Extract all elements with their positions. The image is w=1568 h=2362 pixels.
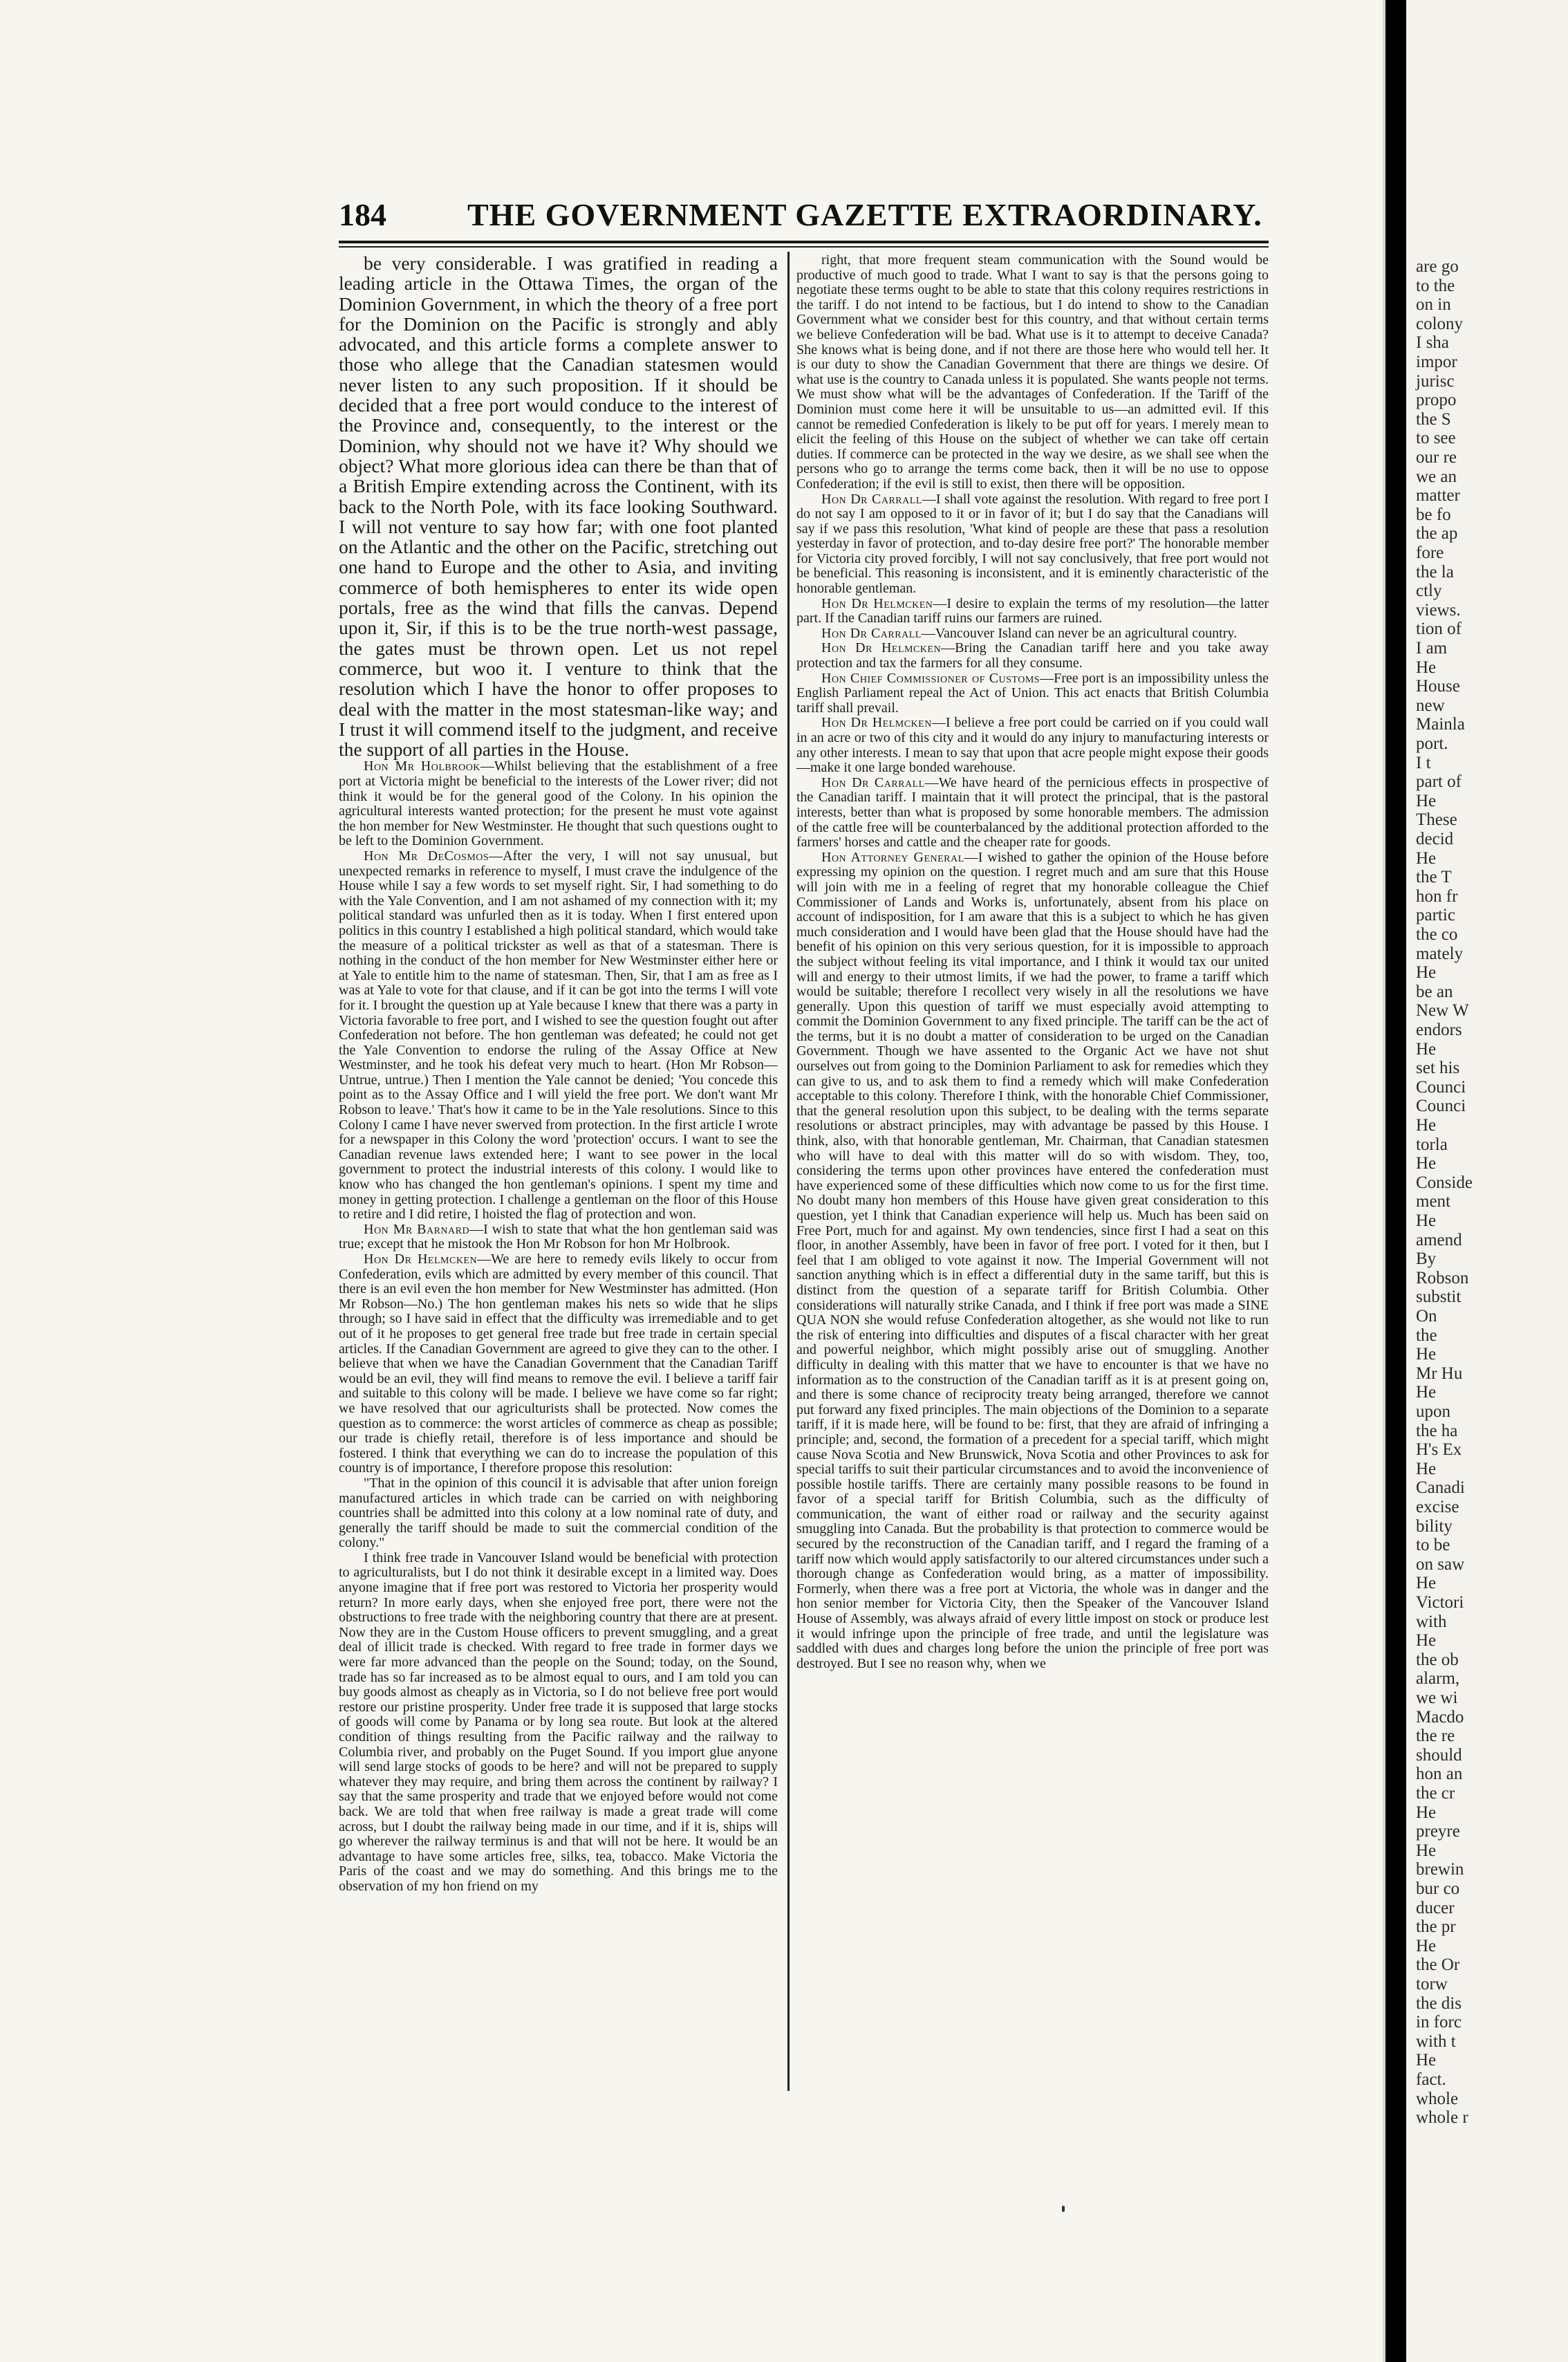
next-page-text-fragment: alarm,	[1416, 1669, 1460, 1689]
next-page-text-fragment: set his	[1416, 1059, 1460, 1078]
next-page-text-fragment: to be	[1416, 1536, 1450, 1555]
gazette-masthead: THE GOVERNMENT GAZETTE EXTRAORDINARY.	[467, 197, 1262, 232]
speaker-name: Hon Mr DeCosmos	[364, 848, 489, 864]
paragraph-text: —We have heard of the pernicious effects in prospective of the Canadian tariff. I maintain that it will protect the principal, that is the pastoral interests, better than what is proposed by some honorable members. The admission of the cattle free will be counterbalanced by the additional protection afforded to the farmers' horses and cattle and the cheaper rate for goods.	[796, 774, 1269, 850]
paragraph-text: —We are here to remedy evils likely to occur from Confederation, evils which are admitted by every member of this council. That there is an evil even the hon member for New Westminster has admitted. (Hon Mr Robson—No.) The hon gentleman makes his nets so wide that he slips through; so I have said in effect that the difficulty was irremediable and to get out of it he proposes to get general free trade but free trade in certain special articles. If the Canadian Government are agreed to give they can to the other. I believe that when we have the Canadian Government that the Canadian Tariff would be an evil, they will find means to remove the evil. I believe a tariff fair and suitable to this colony will be made. I believe we have come so far right; we have resolved that our agriculturists shall be protected. Now comes the question as to commerce: the worst articles of commerce as cheap as possible; our trade is chiefly retail, therefore is of less importance and should be fostered. I think that everything we can do to increase the population of this country is of importance, I therefore propose this resolution:	[339, 1252, 778, 1476]
header-rule-thin	[339, 246, 1269, 248]
next-page-text-fragment: with	[1416, 1612, 1447, 1631]
next-page-text-fragment: mately	[1416, 944, 1464, 963]
next-page-text-fragment: Counci	[1416, 1097, 1466, 1116]
speaker-name: Hon Mr Holbrook	[364, 759, 480, 774]
next-page-text-fragment: He	[1416, 1116, 1437, 1135]
speaker-name: Hon Dr Carrall	[821, 491, 922, 507]
paragraph-text: —After the very, I will not say unusual, but unexpected remarks in reference to myself, I must crave the indulgence of the House while I say a few words to set myself right. Sir, I had something to do with the Yale Convention, and I am not ashamed of my connection with it; my political standard was unfurled then as it is today. When I first entered upon politics in this country I established a high political standard, which would take the measure of a political trickster as well as that of a statesman. There is nothing in the conduct of the hon member for New Westminster either here or at Yale to entitle him to the name of statesman. Then, Sir, that I am as free as I was at Yale to vote for that clause, and if it can be got into the terms I will vote for it. I brought the question up at Yale because I knew that there was a party in Victoria favorable to free port, and I wished to see the question fought out after Confederation not before. The hon gentleman was defeated; he could not get the Yale Convention to endorse the ruling of the Assay Office at New Westminster, and he took his defeat very much to heart. (Hon Mr Robson—Untrue, untrue.) Then I mention the Yale cannot be denied; 'You concede this point as to the Assay Office and I will yield the free port. We don't want Mr Robson to leave.' That's how it came to be in the Yale resolutions. Since to this Colony I came I have never swerved from protection. In the first article I wrote for a newspaper in this Colony the word 'protection' occurs. I want to see the Canadian revenue laws extended here; I want to see power in the local government to protect the industrial interests of this colony. I would like to know who has changed the hon gentleman's opinions. I spent my time and money in getting protection. I challenge a gentleman on the floor of this House to retire and I did retire, I hoisted the flag of protection and won.	[339, 848, 778, 1222]
paragraph	[339, 849, 778, 1222]
printers-mark	[1062, 2206, 1065, 2212]
next-page-text-fragment: He	[1416, 1459, 1437, 1478]
next-page-text-fragment: On	[1416, 1307, 1437, 1326]
next-page-text-fragment: I sha	[1416, 333, 1449, 353]
next-page-text-fragment: excise	[1416, 1498, 1459, 1516]
page-edge	[1383, 0, 1385, 2362]
next-page-text-fragment: He	[1416, 1154, 1437, 1173]
next-page-text-fragment: I am	[1416, 639, 1448, 658]
next-page-text-fragment: hon fr	[1416, 886, 1458, 906]
paragraph	[339, 759, 778, 849]
speaker-name: Hon Dr Carrall	[821, 625, 922, 641]
next-page-text-fragment: whole r	[1416, 2108, 1468, 2128]
next-page-text-fragment: He	[1416, 2051, 1437, 2070]
next-page-text-fragment: New W	[1416, 1001, 1469, 1021]
next-page-text-fragment: He	[1416, 1936, 1437, 1955]
speaker-name: Hon Dr Helmcken	[364, 1252, 478, 1267]
paragraph-text: "That in the opinion of this council it is advisable that after union foreign manufactured articles in which trade can be carried on with neighboring countries shall be admitted into this colony at a low nominal rate of duty, and generally the tariff should be made to suit the commercial condition of the colony."	[339, 1475, 778, 1551]
next-page-text-fragment: House	[1416, 677, 1460, 696]
next-page-text-fragment: new	[1416, 696, 1445, 715]
next-page-text-fragment: ducer	[1416, 1898, 1455, 1917]
next-page-text-fragment: substit	[1416, 1287, 1462, 1307]
paragraph	[339, 1551, 778, 1895]
next-page-text-fragment: Mainla	[1416, 715, 1465, 734]
paragraph	[796, 776, 1269, 850]
next-page-text-fragment: the ha	[1416, 1421, 1458, 1440]
paragraph-text: right, that more frequent steam communication with the Sound would be productive of much good to trade. What I want to say is that the persons going to negotiate these terms ought to be able to state that this colony requires restrictions in the tariff. I do not intend to be factious, but I do intend to show to the Canadian Government what we consider best for this country, and that without certain terms we believe Confederation will be bad. What use is it to attempt to deceive Canada? She knows what is being done, and if not there are those here who would tell her. It is our duty to show the Canadian Government that there are things we desire. Of what use is the country to Canada unless it is populated. She wants people not terms. We must show what will be the advantages of Confederation. If the Tariff of the Dominion must come here it will be unsuitable to us—an admitted evil. If this cannot be remedied Confederation is likely to be put off for years. I merely mean to elicit the feeling of this House on the subject of whether we can take off certain duties. If commerce can be protected in the way we desire, as we shall see when the persons who go to arrange the terms come back, then it will be no use to oppose Confederation; if the evil is still to exist, then there will be opposition.	[796, 253, 1269, 492]
next-page-text-fragment: He	[1416, 1039, 1437, 1059]
next-page-text-fragment: the pr	[1416, 1917, 1456, 1937]
adjacent-page-edge	[1406, 0, 1568, 2362]
paragraph-text: —I shall vote against the resolution. With regard to free port I do not say I am opposed to it or in favor of it; but I do say that the Canadians will say if we pass this resolution, 'What kind of people are these that pass a resolution yesterday in favor of protection, and to-day desire free port?' The honorable member for Victoria city proved forcibly, I will not say conclusively, that free port would not be beneficial. This reasoning is inconsistent, and it is eminently characteristic of the honorable gentleman.	[796, 491, 1269, 597]
speaker-name: Hon Dr Helmcken	[821, 595, 933, 611]
next-page-text-fragment: the S	[1416, 409, 1451, 429]
paragraph-text: —Free port is an impossibility unless the English Parliament repeal the Act of Union. This act enacts that British Columbia tariff shall prevail.	[796, 670, 1269, 716]
paragraph-text: —I believe a free port could be carried on if you could wall in an acre or two of this city and it would do any injury to manufacturing interests or any other interests. I mean to say that upon that acre people might expose their goods—make it one large bonded warehouse.	[796, 715, 1269, 776]
next-page-text-fragment: the la	[1416, 562, 1454, 582]
next-page-text-fragment: the co	[1416, 925, 1458, 944]
next-page-text-fragment: These	[1416, 810, 1457, 830]
next-page-text-fragment: brewin	[1416, 1860, 1464, 1879]
next-page-text-fragment: colony	[1416, 314, 1464, 333]
paragraph	[796, 597, 1269, 626]
next-page-text-fragment: ctly	[1416, 582, 1442, 601]
next-page-text-fragment: the ap	[1416, 524, 1458, 543]
next-page-text-fragment: port.	[1416, 734, 1448, 753]
column-divider	[787, 252, 790, 2091]
next-page-text-fragment: on in	[1416, 295, 1451, 315]
paragraph	[796, 671, 1269, 716]
paragraph	[796, 626, 1269, 642]
next-page-text-fragment: He	[1416, 791, 1437, 810]
paragraph	[796, 716, 1269, 775]
next-page-text-fragment: with t	[1416, 2031, 1456, 2051]
paragraph	[339, 253, 778, 759]
next-page-text-fragment: partic	[1416, 906, 1455, 925]
next-page-text-fragment: the Or	[1416, 1955, 1460, 1975]
next-page-text-fragment: By	[1416, 1249, 1437, 1269]
next-page-text-fragment: torla	[1416, 1135, 1448, 1154]
next-page-text-fragment: amend	[1416, 1230, 1462, 1249]
paragraph	[339, 1222, 778, 1252]
paragraph-text: —Bring the Canadian tariff here and you take away protection and tax the farmers for all they consume.	[796, 640, 1269, 671]
right-column	[796, 253, 1269, 2072]
next-page-text-fragment: the T	[1416, 868, 1452, 887]
paragraph	[796, 492, 1269, 597]
next-page-text-fragment: be fo	[1416, 505, 1451, 524]
next-page-text-fragment: Robson	[1416, 1268, 1469, 1287]
speaker-name: Hon Chief Commissioner of Customs	[821, 670, 1040, 686]
next-page-text-fragment: decid	[1416, 830, 1454, 848]
next-page-text-fragment: He	[1416, 1211, 1437, 1230]
paragraph-text: —Vancouver Island can never be an agricultural country.	[921, 625, 1238, 641]
next-page-text-fragment: to see	[1416, 429, 1456, 448]
speaker-name: Hon Mr Barnard	[364, 1221, 470, 1237]
next-page-text-fragment: He	[1416, 1574, 1437, 1593]
next-page-text-fragment: He	[1416, 658, 1437, 677]
next-page-text-fragment: we wi	[1416, 1689, 1458, 1707]
next-page-text-fragment: Counci	[1416, 1077, 1466, 1097]
page-number: 184	[339, 197, 386, 232]
speaker-name: Hon Dr Helmcken	[821, 640, 942, 656]
next-page-text-fragment: be an	[1416, 982, 1453, 1001]
paragraph-text: be very considerable. I was gratified in reading a leading article in the Ottawa Times, the organ of the Dominion Government, in which the theory of a free port for the Dominion on the Pacific is strongly and ably advocated, and this article forms a complete answer to those who allege that the Canadian statesmen would never listen to any such proposition. If it should be decided that a free port would conduce to the interest of the Province and, consequently, to the interest or the Dominion, why should not we have it? Why should we object? What more glorious idea can there be than that of a British Empire extending across the Continent, with its back to the North Pole, with its face looking Southward. I will not venture to say how far; with one foot planted on the Atlantic and the other on the Pacific, stretching out one hand to Europe and the other to Asia, and inviting commerce of both hemispheres to enter its wide open portals, free as the wind that fills the canvas. Depend upon it, Sir, if this is to be the true north-west passage, the gates must be thrown open. Let us not repel commerce, but woo it. I venture to think that the resolution which I have the honor to offer proposes to deal with the matter in the most statesman-like way; and I trust it will commend itself to the judgment, and receive the support of all parties in the House.	[339, 253, 778, 761]
next-page-text-fragment: the cr	[1416, 1784, 1455, 1803]
next-page-text-fragment: whole	[1416, 2089, 1459, 2108]
next-page-text-fragment: matter	[1416, 486, 1460, 505]
paragraph	[796, 253, 1269, 492]
next-page-text-fragment: Conside	[1416, 1173, 1473, 1192]
next-page-text-fragment: the	[1416, 1326, 1437, 1345]
next-page-text-fragment: impor	[1416, 353, 1457, 371]
next-page-text-fragment: He	[1416, 1631, 1437, 1650]
next-page-text-fragment: the re	[1416, 1727, 1455, 1746]
next-page-text-fragment: torw	[1416, 1975, 1448, 1993]
next-page-text-fragment: He	[1416, 1841, 1437, 1860]
next-page-text-fragment: to the	[1416, 276, 1455, 295]
speaker-name: Hon Dr Carrall	[821, 774, 925, 790]
speaker-name: Hon Attorney General	[821, 849, 964, 865]
paragraph	[796, 850, 1269, 1672]
next-page-text-fragment: Mr Hu	[1416, 1364, 1463, 1383]
left-column	[339, 253, 778, 2072]
next-page-text-fragment: on saw	[1416, 1554, 1465, 1574]
paragraph-text: —Whilst believing that the establishment of a free port at Victoria might be beneficial to the interests of the Lower river; did not think it would be for the general good of the Colony. In his opinion the agricultural interests wanted protection; for the present he must vote against the hon member for New Westminster. He thought that such questions ought to be left to the Dominion Government.	[339, 759, 778, 849]
next-page-text-fragment: the ob	[1416, 1650, 1459, 1669]
header-rule-thick	[339, 241, 1269, 243]
next-page-text-fragment: are go	[1416, 257, 1459, 276]
next-page-text-fragment: in forc	[1416, 2013, 1462, 2032]
next-page-text-fragment: hon an	[1416, 1765, 1463, 1784]
next-page-text-fragment: Macdo	[1416, 1707, 1464, 1727]
next-page-text-fragment: we an	[1416, 467, 1457, 486]
next-page-text-fragment: He	[1416, 848, 1437, 868]
next-page-text-fragment: He	[1416, 1803, 1437, 1822]
next-page-text-fragment: ment	[1416, 1192, 1450, 1211]
next-page-text-fragment: tion of	[1416, 620, 1462, 639]
next-page-text-fragment: the dis	[1416, 1993, 1462, 2013]
next-page-text-fragment: Victori	[1416, 1593, 1464, 1612]
next-page-text-fragment: views.	[1416, 600, 1461, 620]
paragraph	[339, 1476, 778, 1551]
next-page-text-fragment: fore	[1416, 543, 1444, 562]
next-page-text-fragment: upon	[1416, 1402, 1450, 1421]
paragraph	[339, 1252, 778, 1476]
next-page-text-fragment: fact.	[1416, 2070, 1446, 2089]
next-page-text-fragment: part of	[1416, 772, 1462, 792]
next-page-text-fragment: preyre	[1416, 1822, 1460, 1841]
next-page-text-fragment: endors	[1416, 1021, 1462, 1039]
paragraph	[796, 641, 1269, 671]
next-page-text-fragment: He	[1416, 1345, 1437, 1364]
next-page-text-fragment: bur co	[1416, 1879, 1460, 1898]
next-page-text-fragment: He	[1416, 963, 1437, 983]
next-page-text-fragment: He	[1416, 1383, 1437, 1402]
next-page-text-fragment: our re	[1416, 448, 1457, 467]
next-page-text-fragment: should	[1416, 1745, 1462, 1765]
next-page-text-fragment: propo	[1416, 391, 1457, 410]
paragraph-text: I think free trade in Vancouver Island would be beneficial with protection to agriculturalists, but I do not think it desirable except in a limited way. Does anyone imagine that if free port was restored to Victoria her prosperity would return? In more early days, when she enjoyed free port, there were not the obstructions to free trade with the neighboring country that there are at present. Now they are in the Custom House officers to prevent smuggling, and a great deal of illicit trade is checked. With regard to free trade in former days we were far more advanced than the people on the Sound; today, on the Sound, trade has so far increased as to be almost equal to ours, and I am told you can buy goods almost as cheaply as in Victoria, so I do not believe free port would restore our pristine prosperity. Under free trade it is supposed that large stocks of goods will come by Panama or by long sea route. But look at the altered condition of things resulting from the Pacific railway and the railway to Columbia river, and probably on the Puget Sound. If you import glue anyone will send large stocks of goods to be here? and will not be prepared to supply whatever they may require, and bring them across the continent by railway? I say that the same prosperity and trade that we enjoyed before would not come back. We are told that when free railway is made a great trade will come across, but I doubt the railway being made in our time, and if it is, ships will go wherever the railway terminus is and that will not be here. It would be an advantage to have some articles free, silks, tea, tobacco. Make Victoria the Paris of the coast and we may do something. And this brings me to the observation of my hon friend on my	[339, 1550, 778, 1894]
next-page-text-fragment: Canadi	[1416, 1478, 1465, 1498]
next-page-text-fragment: I t	[1416, 753, 1431, 772]
next-page-text-fragment: H's Ex	[1416, 1440, 1462, 1460]
speaker-name: Hon Dr Helmcken	[821, 715, 932, 731]
next-page-text-fragment: bility	[1416, 1516, 1453, 1536]
paragraph-text: —I wish to state that what the hon gentleman said was true; except that he mistook the Hon Mr Robson for hon Mr Holbrook.	[339, 1221, 778, 1252]
paragraph-text: —I desire to explain the terms of my resolution—the latter part. If the Canadian tariff ruins our farmers are ruined.	[796, 595, 1269, 626]
next-page-text-fragment: jurisc	[1416, 371, 1455, 391]
paragraph-text: —I wished to gather the opinion of the House before expressing my opinion on the question. I regret much and am sure that this House will join with me in a feeling of regret that my honorable colleague the Chief Commissioner of Lands and Works is, unfortunately, absent from his place on account of indisposition, for I am aware that this is a subject to which he has given much consideration and I would have been glad that the House should have had the benefit of his opinion on this very serious question, for it is impossible to approach the subject without feeling its vital importance, and I think it would tax our united will and energy to their utmost limits, if we had the power, to frame a tariff which would be suitable; therefore I recollect very wisely in all the resolutions we have generally. Upon this question of tariff we must especially avoid attempting to commit the Dominion Government to any fixed principle. The tariff can be the act of the terms, but it is no doubt a matter of consideration to be urged on the Canadian Government. Though we have assented to the Organic Act we have not shut ourselves out from going to the Dominion Parliament to ask for remedies which they can give to us, and to ask them to find a remedy which will make Confederation acceptable to this colony. Therefore I think, with the honorable Chief Commissioner, that the general resolution upon this subject, to be dealing with the terms separate resolutions or abstract principles, may with advantage be passed by this House. I think, also, with that honorable gentleman, Mr. Chairman, that Canadian statesmen who will have to deal with this matter will do so with wisdom. They, too, considering the terms upon other provinces have entered the confederation must have experienced some of these difficulties which now come to us for the first time. No doubt many hon members of this House have given great consideration to this question, yet I think that Canadian experience will help us. Much has been said on Free Port, much for and against. My own tendencies, since first I had a seat on this floor, in another Assembly, have been in favor of free port. I voted for it then, but I feel that I am obliged to vote against it now. The Imperial Government will not sanction anything which is in effect a differential duty in the same tariff, but this is distinct from the question of a separate tariff for British Columbia. Other considerations will naturally strike Canada, and I think if free port was made a SINE QUA NON she would refuse Confederation altogether, as she would not like to run the risk of entering into difficulties and disputes of a fiscal character with her great and powerful neighbor, which might possibly arise out of smuggling. Another difficulty in dealing with this matter that we have to encounter is that we have no information as to the construction of the Canadian tariff as it is at present going on, and there is some chance of reciprocity treaty being arranged, therefore we cannot put forward any fixed principles. The main objections of the Dominion to a separate tariff, if it is made here, will be found to be: first, that they are afraid of infringing a principle; and, second, the formation of a precedent for a special tariff, which might cause Nova Scotia and New Brunswick, Nova Scotia and other Provinces to ask for special tariffs to suit their particular circumstances and to avoid the inconvenience of possible hostile tariffs. There are certainly many possible reasons to be found in favor of a special tariff for British Columbia, such as the difficulty of communication, the want of either road or railway and the security against smuggling into Canada. But the probability is that protection to commerce would be secured by the reconstruction of the Canadian tariff, and I regard the framing of a tariff now which would apply satisfactorily to our altered circumstances under such a thorough change as Confederation would bring, as a matter of impossibility. Formerly, when there was a free port at Victoria, the whole was in danger and the hon senior member for Victoria City, then the Speaker of the Vancouver Island House of Assembly, was always afraid of every little impost on stock or produce lest it would infringe upon the principle of free trade, and until the legislature was saddled with dues and charges long before the union the principle of free port was destroyed. But I see no reason why, when we	[796, 849, 1269, 1671]
